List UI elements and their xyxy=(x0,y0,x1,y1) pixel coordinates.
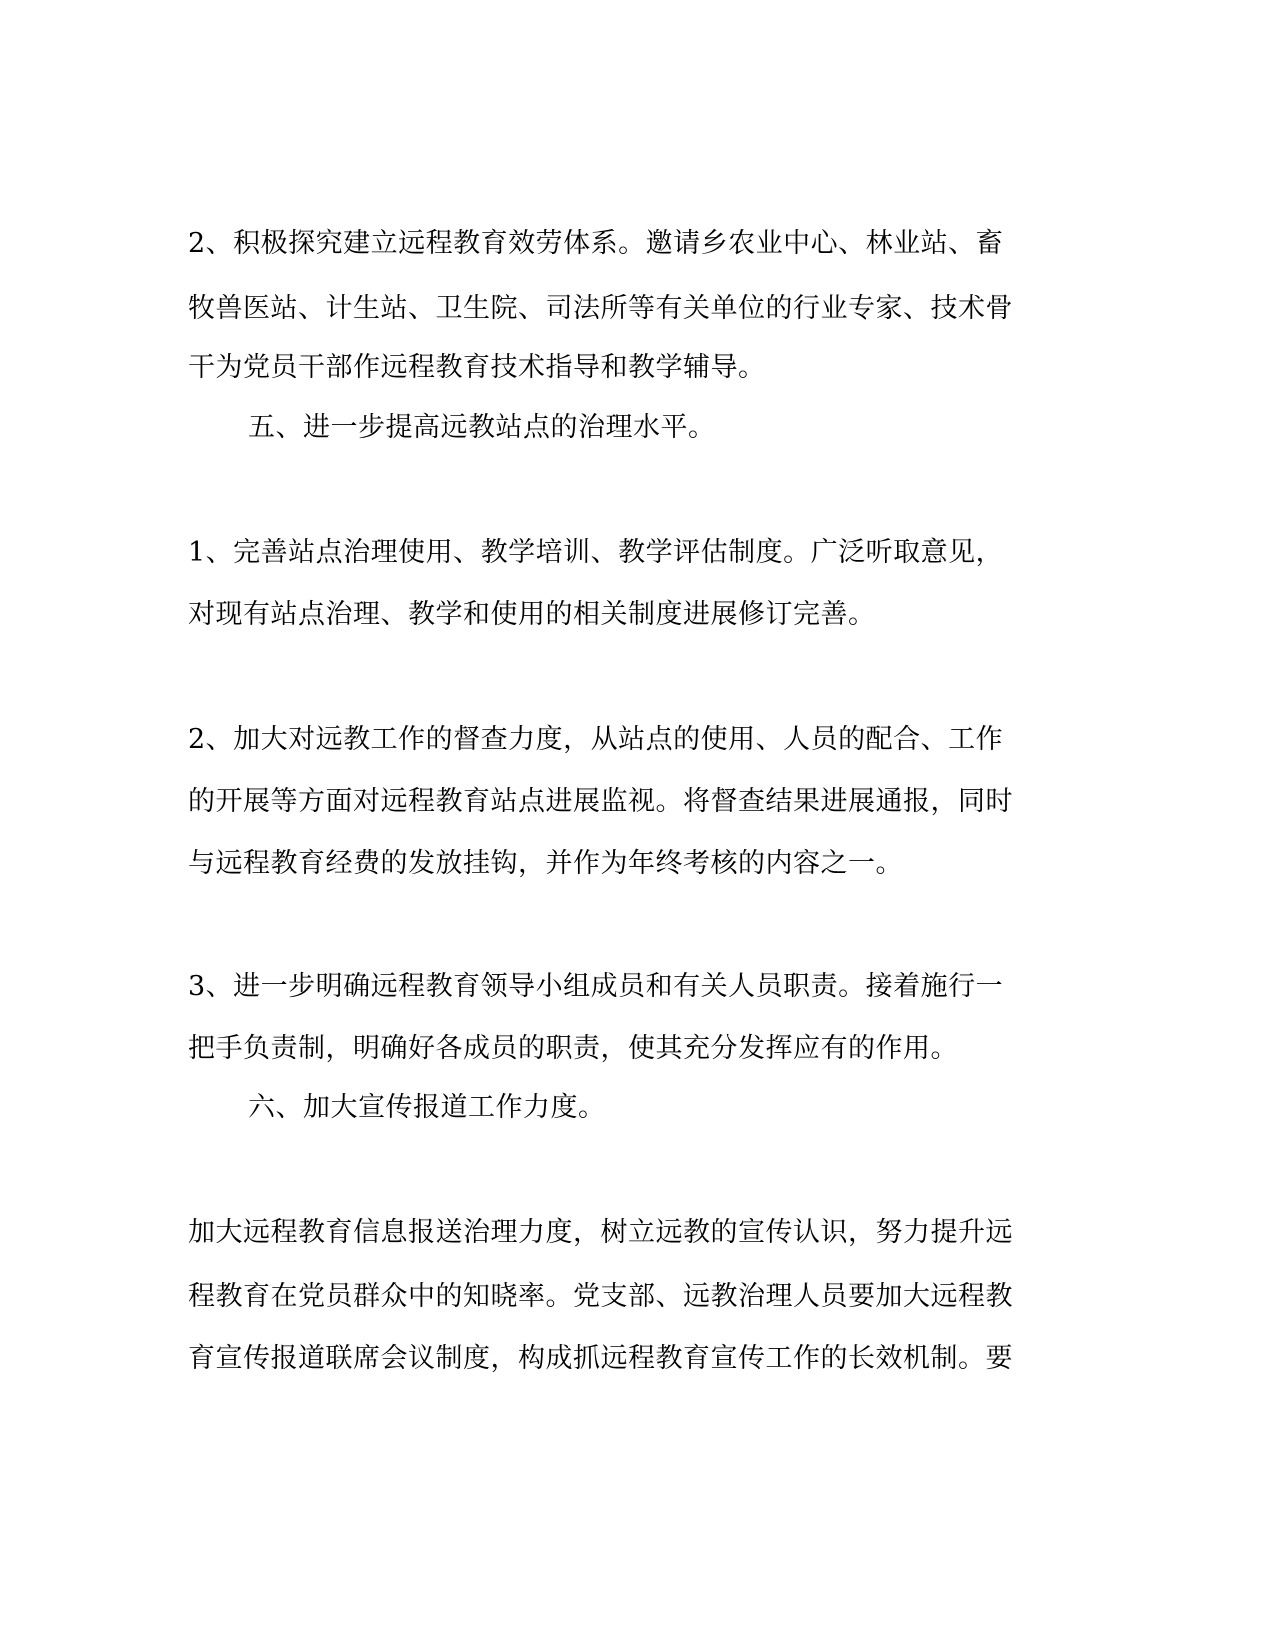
paragraph-line: 与远程教育经费的发放挂钩，并作为年终考核的内容之一。 xyxy=(188,848,903,879)
paragraph-line: 牧兽医站、计生站、卫生院、司法所等有关单位的行业专家、技术骨 xyxy=(188,293,1013,324)
section-heading: 五、进一步提高远教站点的治理水平。 xyxy=(248,412,716,443)
paragraph-line: 程教育在党员群众中的知晓率。党支部、远教治理人员要加大远程教 xyxy=(188,1281,1013,1312)
paragraph-line: 1、完善站点治理使用、教学培训、教学评估制度。广泛听取意见， xyxy=(188,537,1004,568)
paragraph-line: 干为党员干部作远程教育技术指导和教学辅导。 xyxy=(188,352,766,383)
paragraph-line: 2、积极探究建立远程教育效劳体系。邀请乡农业中心、林业站、畜 xyxy=(188,228,1004,259)
section-heading: 六、加大宣传报道工作力度。 xyxy=(248,1092,606,1123)
paragraph-line: 加大远程教育信息报送治理力度，树立远教的宣传认识，努力提升远 xyxy=(188,1217,1013,1248)
paragraph-line: 3、进一步明确远程教育领导小组成员和有关人员职责。接着施行一 xyxy=(188,971,1004,1002)
paragraph-line: 对现有站点治理、教学和使用的相关制度进展修订完善。 xyxy=(188,599,876,630)
paragraph-line: 的开展等方面对远程教育站点进展监视。将督查结果进展通报，同时 xyxy=(188,786,1013,817)
paragraph-line: 育宣传报道联席会议制度，构成抓远程教育宣传工作的长效机制。要 xyxy=(188,1343,1013,1374)
paragraph-line: 2、加大对远教工作的督查力度，从站点的使用、人员的配合、工作 xyxy=(188,724,1004,755)
paragraph-line: 把手负责制，明确好各成员的职责，使其充分发挥应有的作用。 xyxy=(188,1033,958,1064)
